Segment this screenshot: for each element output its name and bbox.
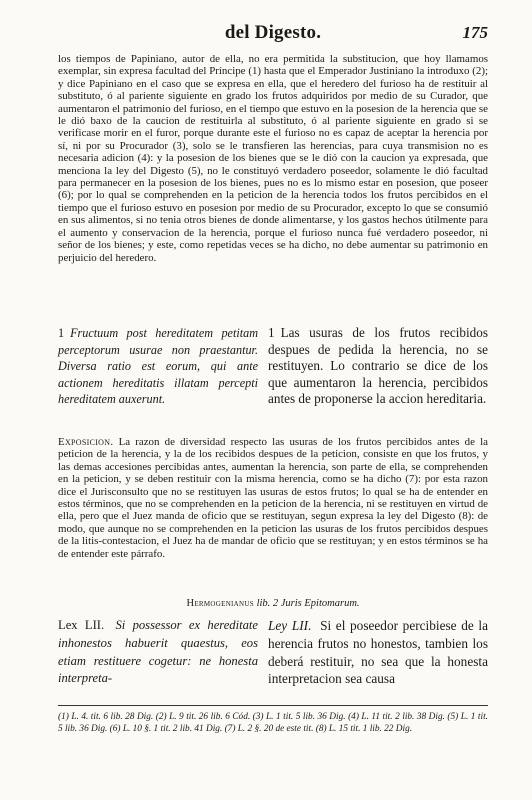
spanish-lex [268, 617, 488, 688]
page-number: 175 [462, 23, 488, 42]
source-attribution [58, 598, 488, 609]
spanish-translation-1-body: Las usuras de los frutos recibidos despues de pedida la herencia, no se restituyen. Lo contrario se dice de los que aumentaron la herencia, percibidos antes de proponerse la accion hereditaria. [268, 325, 488, 407]
footnote-divider [58, 705, 488, 706]
commentary-paragraph: los tiempos de Papiniano, autor de ella, no era permitida la substitucion, que hoy llamamos exemplar, sin expresa facultad del Príncipe (1) hasta que el Emperador Justiniano la introduxo (2); y dice Papiniano en el caso que se expresa en ella, que el heredero del furioso ha de restituir al substituto, ó al pariente siguiente en grado los frutos adquiridos por medio de su Curador, que aumentaron el patrimonio del furioso, en el tiempo que estuvo en la posesion de la herencia que se le dió baxo de la caucion de restituirla al substituto, ó al pariente siguiente en grado si se verificase morir en el furor, porque durante este el furioso no es capaz de aceptar la herencia por sí, ni por su Procurador (3), solo se le transfieren las herencias, para cuya transmision no es necesaria adicion (4): y la posesion de los bienes que se le dió con la caucion ya expresada, que menciona la ley del Digesto (5), no le constituyó verdadero poseedor, solamente le dió facultad para permanecer en la posesion de los bienes, pues no es lo mismo estar en posesion, que poseer (6); por lo qual se comprehenden en la peticion de la herencia todos los frutos percibidos en el tiempo que el furioso estuvo en posesion por medio de su Procurador, excepto lo que se consumió en sus alimentos, si no tenia otros bienes de donde alimentarse, y los gastos hechos útilmente para el aumento y conservacion de la herencia, porque el furioso nunca fué verdadero poseedor, ni señor de los bienes; y este, como repetidas veces se ha dicho, no debe aumentar su patrimonio en perjuicio del heredero. [58, 53, 488, 264]
latin-text-1-body: Fructuum post hereditatem petitam perceptorum usurae non praestantur. Diversa ratio est eorum, qui ante actionem hereditatis illatam percepti hereditatem auxerunt. [58, 326, 258, 407]
spanish-translation-1-number: 1 [268, 325, 275, 340]
running-title: del Digesto. [224, 22, 322, 43]
latin-text-1 [58, 325, 258, 408]
exposition-paragraph [58, 436, 488, 560]
exposition-label: Exposicion. [58, 436, 114, 448]
latin-lex-body: Si possessor ex hereditate inhonestos habuerit quaestus, eos etiam restituere cogetur: ne honesta interpreta- [58, 618, 258, 686]
spanish-lex-title: Ley LII. [268, 618, 312, 633]
book-page [58, 0, 488, 800]
spanish-translation-1 [268, 325, 488, 408]
footnotes: (1) L. 4. tit. 6 lib. 28 Dig. (2) L. 9 tit. 26 lib. 6 Cód. (3) L. 1 tit. 5 lib. 36 Dig. (4) L. 11 tit. 2 lib. 38 Dig. (5) L. 1 tit. 5 lib. 36 Dig. (6) L. 10 §. 1 tit. 2 lib. 41 Dig. (7) L. 2 §. 20 de este tit. (8) L. 15 tit. 1 lib. 22 Dig. [58, 712, 488, 734]
latin-lex [58, 617, 258, 688]
exposition-body: La razon de diversidad respecto las usuras de los frutos percibidos antes de la peticion de la herencia, y la de los recibidos despues de la peticion, consiste en que los frutos, y las demas accesiones percibidas antes, aumentan la herencia, son parte de ella, se comprehenden en la peticion, y se deben restituir con la misma herencia, como se ha dicho (7): por esta razon dice el Jurisconsulto que no se restituyen las usuras de estos frutos; lo qual se ha de entender en estos términos, que no se comprehenden en la peticion de la herencia, ni se restituyen en virtud de ella, pero que el Juez manda de oficio que se restituyan, segun expresa la ley del Digesto (8): de modo, que aunque no se comprehenden en la peticion las usuras de los frutos percibidos despues de la litis-contestacion, el Juez ha de mandar de oficio que se restituyan; y en estos términos se ha de entender este párrafo. [58, 436, 488, 560]
latin-text-1-number: 1 [58, 326, 65, 340]
source-work: lib. 2 Juris Epitomarum. [256, 598, 360, 609]
source-author: Hermogenianus [186, 598, 254, 609]
latin-lex-title: Lex LII. [58, 618, 105, 632]
page-header [58, 22, 488, 44]
spanish-lex-body: Si el poseedor percibiese de la herencia frutos no honestos, tambien los deberá restituir, no sea que la honesta interpretacion sea causa [268, 618, 488, 687]
